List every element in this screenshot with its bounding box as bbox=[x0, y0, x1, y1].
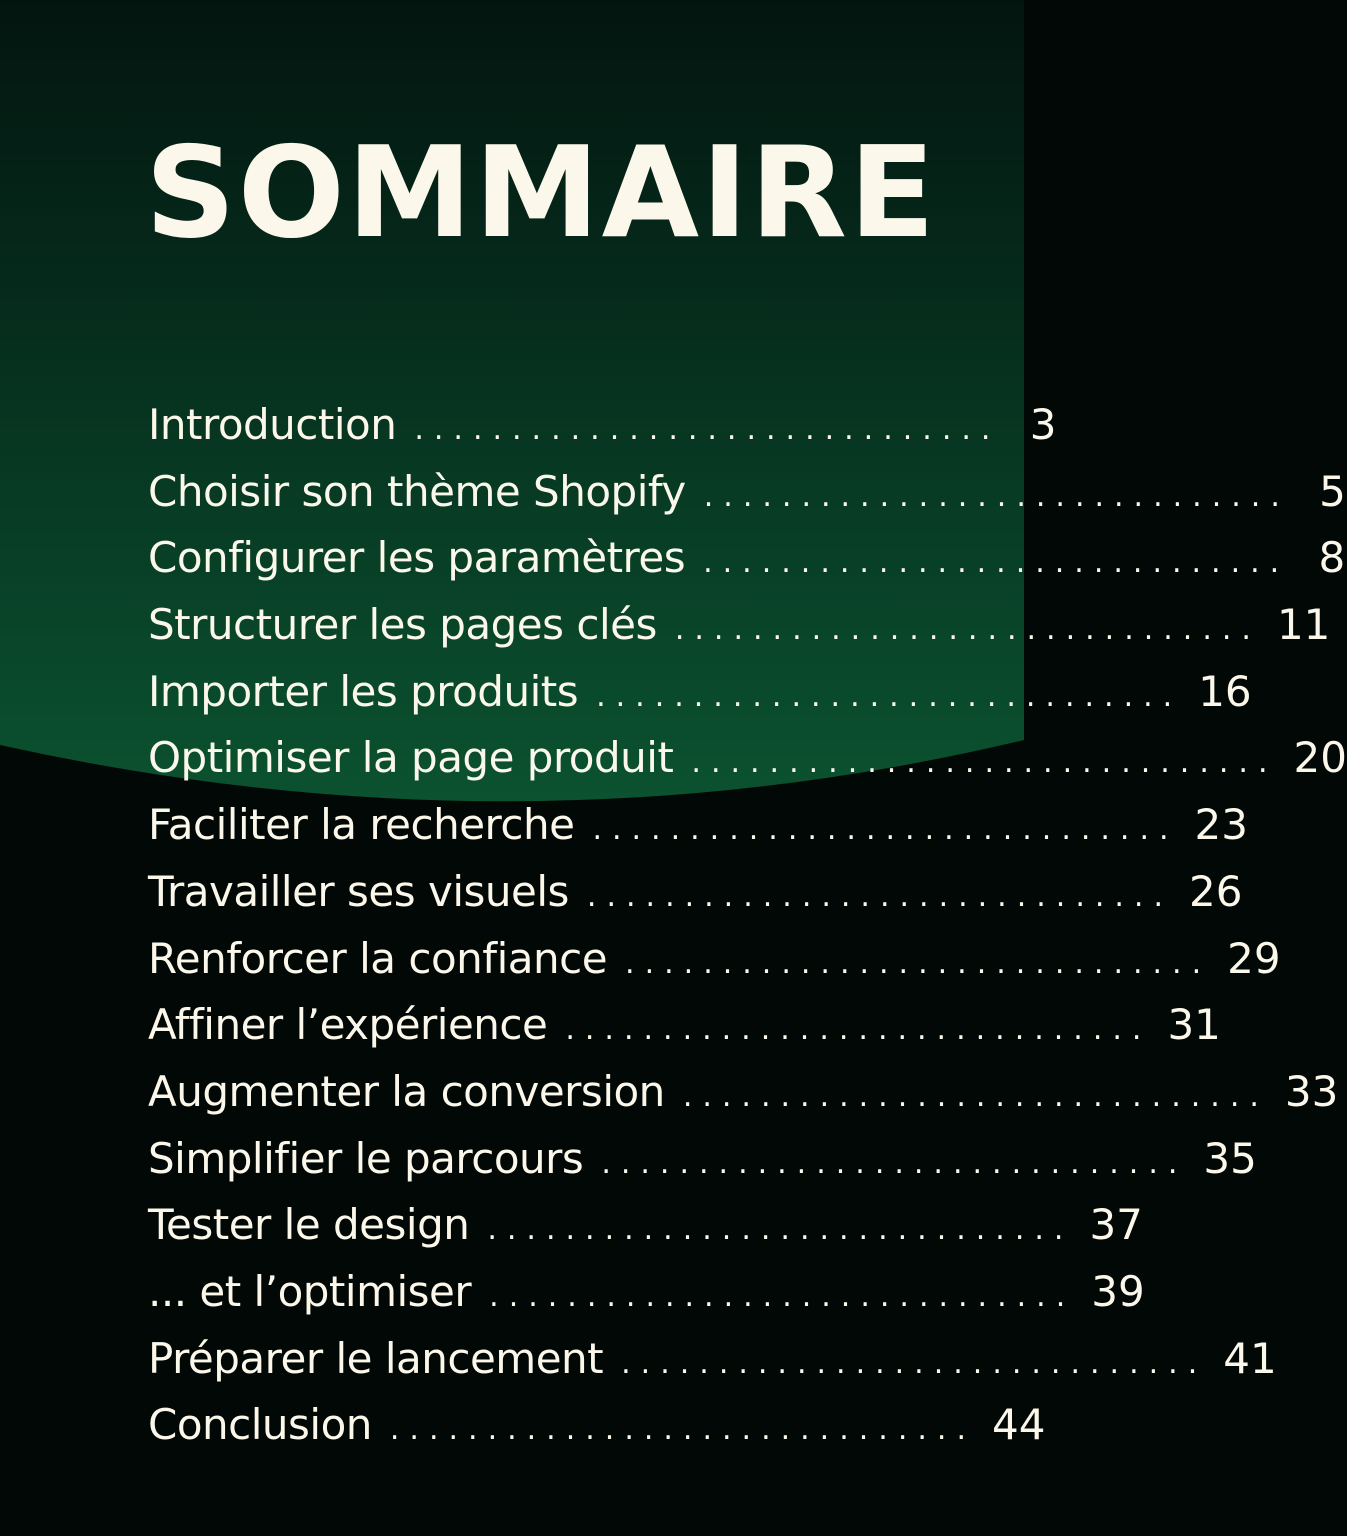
toc-entry-page-number: 23 bbox=[1194, 800, 1248, 850]
toc-entry-page-number: 26 bbox=[1189, 866, 1243, 916]
toc-entry-page-number: 35 bbox=[1203, 1133, 1257, 1183]
toc-entry[interactable] bbox=[148, 926, 1281, 993]
toc-entry-label: Simplifier le parcours bbox=[148, 1133, 584, 1183]
toc-entry-label: Renforcer la confiance bbox=[148, 933, 608, 983]
toc-entry[interactable] bbox=[148, 592, 1331, 659]
toc-entry-label: Travailler ses visuels bbox=[148, 866, 569, 916]
page-title: SOMMAIRE bbox=[145, 119, 938, 266]
toc-entry-page-number: 11 bbox=[1276, 600, 1331, 650]
toc-entry-page-number: 3 bbox=[1029, 400, 1057, 449]
toc-entry-label: Augmenter la conversion bbox=[148, 1066, 665, 1116]
toc-entry-label: Choisir son thème Shopify bbox=[148, 466, 686, 516]
toc-entry[interactable] bbox=[148, 1259, 1145, 1326]
dot-leader: .............................. bbox=[489, 1278, 1076, 1314]
toc-entry-label: Faciliter la recherche bbox=[148, 800, 575, 850]
toc-entry-page-number: 29 bbox=[1227, 933, 1281, 983]
toc-entry[interactable] bbox=[148, 992, 1221, 1059]
dot-leader: .............................. bbox=[691, 745, 1278, 781]
dot-leader: .............................. bbox=[487, 1212, 1074, 1248]
toc-entry-page-number: 41 bbox=[1223, 1333, 1277, 1383]
toc-entry-label: Structurer les pages clés bbox=[148, 600, 657, 650]
dot-leader: .............................. bbox=[592, 812, 1179, 848]
toc-entry[interactable] bbox=[148, 659, 1252, 726]
dot-leader: .............................. bbox=[703, 478, 1290, 514]
dot-leader: .............................. bbox=[601, 1145, 1188, 1181]
toc-entry-page-number: 44 bbox=[991, 1400, 1046, 1450]
toc-entry-page-number: 8 bbox=[1318, 533, 1346, 583]
dot-leader: .............................. bbox=[565, 1012, 1152, 1048]
toc-entry-page-number: 37 bbox=[1089, 1200, 1143, 1250]
dot-leader: .............................. bbox=[682, 1078, 1269, 1114]
toc-entry[interactable] bbox=[148, 1326, 1277, 1393]
toc-entry-label: Configurer les paramètres bbox=[148, 533, 686, 583]
toc-entry-page-number: 33 bbox=[1284, 1066, 1339, 1116]
toc-entry[interactable] bbox=[148, 1192, 1143, 1259]
dot-leader: .............................. bbox=[596, 678, 1183, 714]
toc-entry[interactable] bbox=[148, 792, 1248, 859]
toc-entry-label: Préparer le lancement bbox=[148, 1333, 604, 1383]
toc-entry-page-number: 5 bbox=[1319, 466, 1346, 516]
toc-entry-label: Tester le design bbox=[148, 1200, 470, 1250]
toc-entry[interactable] bbox=[148, 859, 1243, 926]
table-of-contents bbox=[148, 392, 1347, 1459]
toc-entry[interactable] bbox=[148, 459, 1346, 526]
toc-entry-label: Conclusion bbox=[148, 1400, 372, 1450]
toc-entry[interactable] bbox=[148, 525, 1346, 592]
dot-leader: .............................. bbox=[389, 1412, 976, 1448]
toc-entry[interactable] bbox=[148, 392, 1057, 459]
dot-leader: .............................. bbox=[621, 1345, 1208, 1381]
toc-entry[interactable] bbox=[148, 1059, 1339, 1126]
toc-entry[interactable] bbox=[148, 1392, 1046, 1459]
toc-entry-label: Affiner l’expérience bbox=[148, 1000, 548, 1050]
dot-leader: .............................. bbox=[586, 878, 1174, 914]
toc-entry-label: ... et l’optimiser bbox=[148, 1266, 472, 1316]
dot-leader: .............................. bbox=[625, 945, 1212, 981]
toc-entry-page-number: 16 bbox=[1198, 666, 1252, 716]
dot-leader: .............................. bbox=[414, 412, 1001, 447]
toc-entry[interactable] bbox=[148, 1126, 1257, 1193]
toc-entry-label: Introduction bbox=[148, 400, 397, 449]
toc-entry-label: Optimiser la page produit bbox=[148, 733, 674, 783]
toc-entry-page-number: 20 bbox=[1293, 733, 1347, 783]
toc-entry-page-number: 31 bbox=[1167, 1000, 1221, 1050]
dot-leader: .............................. bbox=[674, 612, 1261, 648]
toc-entry-page-number: 39 bbox=[1091, 1266, 1145, 1316]
toc-entry-label: Importer les produits bbox=[148, 666, 579, 716]
dot-leader: .............................. bbox=[703, 545, 1290, 581]
toc-entry[interactable] bbox=[148, 725, 1347, 792]
